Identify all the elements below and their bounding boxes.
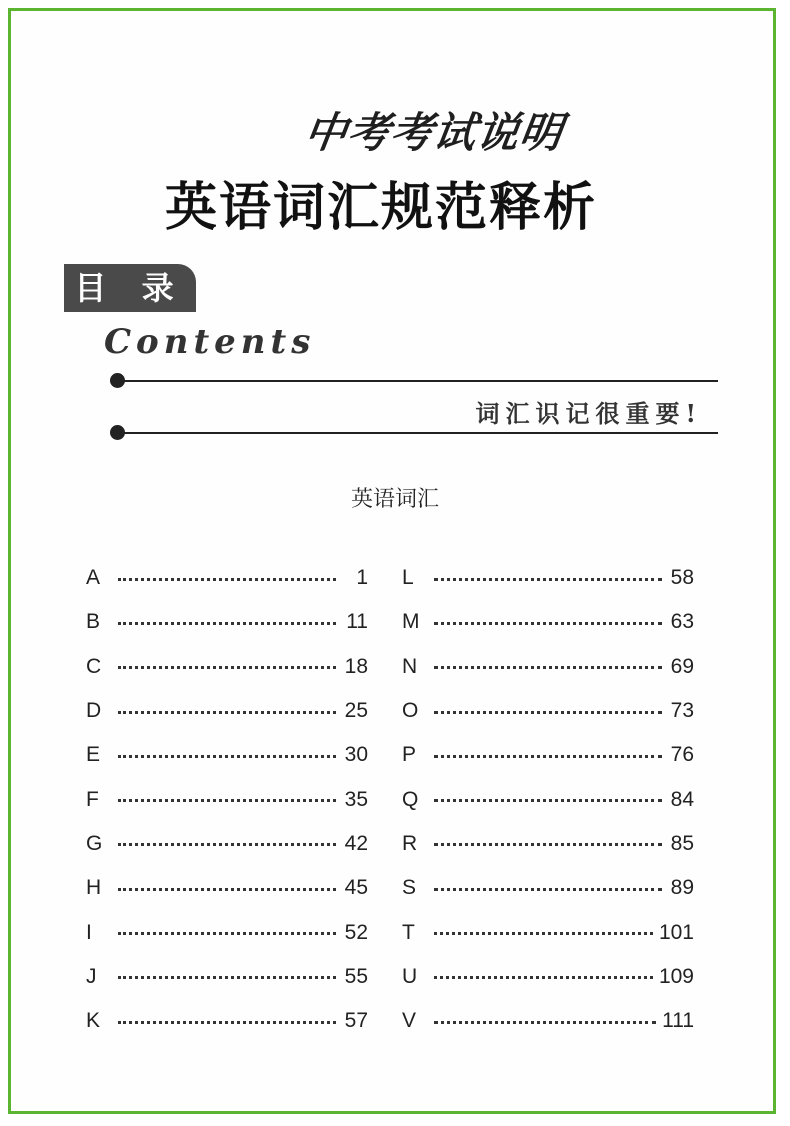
toc-letter: N [402,654,418,678]
toc-page-number: 101 [658,920,694,944]
toc-letter: Q [402,787,419,811]
toc-page-number: 89 [670,876,694,900]
toc-letter: V [402,1009,417,1033]
toc-letter: S [402,876,417,900]
toc-letter: F [86,787,99,811]
toc-letter: K [86,1009,101,1033]
rule-bottom [118,432,718,434]
toc-entry[interactable] [402,733,694,777]
toc-entry[interactable] [402,822,694,866]
toc-page-number: 55 [344,964,368,988]
toc-entry[interactable] [402,955,694,999]
toc-letter: G [86,831,103,855]
toc-page-number: 30 [344,743,368,767]
toc-letter: H [86,876,102,900]
rule-top [118,380,718,382]
toc-letter: I [86,920,92,944]
toc-page-number: 1 [356,566,368,590]
toc-letter: J [86,964,97,988]
toc-column-left [86,556,368,1043]
toc-letter: C [86,654,102,678]
toc-entry[interactable] [86,645,368,689]
toc-letter: U [402,964,418,988]
mulu-tab: 目 录 [64,264,196,312]
toc-page-number: 73 [670,699,694,723]
toc-page-number: 111 [662,1009,694,1033]
toc-page-number: 58 [670,566,694,590]
toc-entry[interactable] [86,822,368,866]
toc-page-number: 11 [346,610,368,634]
toc-letter: D [86,699,102,723]
toc-page-number: 76 [670,743,694,767]
toc-letter: O [402,699,419,723]
toc-leader-dots [434,932,653,935]
toc-entry[interactable] [402,910,694,954]
toc-leader-dots [118,755,336,758]
toc-leader-dots [434,1021,656,1024]
toc-entry[interactable] [402,600,694,644]
toc-entry[interactable] [86,955,368,999]
toc-page-number: 52 [344,920,368,944]
toc-leader-dots [118,932,336,935]
toc-column-right [402,556,694,1043]
toc-leader-dots [118,622,336,625]
toc-entry[interactable] [402,556,694,600]
toc-entry[interactable] [86,689,368,733]
toc-entry[interactable] [86,999,368,1043]
toc-leader-dots [118,1021,336,1024]
toc-page-number: 63 [670,610,694,634]
toc-entry[interactable] [86,600,368,644]
toc-page-number: 57 [344,1009,368,1033]
toc-leader-dots [434,666,662,669]
slogan: 词汇识记很重要! [475,399,702,428]
toc-leader-dots [118,888,336,891]
toc-entry[interactable] [402,777,694,821]
toc-page-number: 35 [344,787,368,811]
toc-entry[interactable] [402,645,694,689]
toc-leader-dots [434,711,662,714]
title-line-1: 中考考试说明 [301,108,567,157]
toc-leader-dots [118,666,336,669]
toc-entry[interactable] [86,910,368,954]
toc-leader-dots [434,755,662,758]
toc-letter: R [402,831,418,855]
toc-entry[interactable] [86,777,368,821]
section-title: 英语词汇 [350,487,439,512]
toc-leader-dots [118,578,336,581]
toc-leader-dots [434,622,662,625]
toc-leader-dots [434,976,653,979]
toc-letter: B [86,610,101,634]
toc-letter: L [402,566,414,590]
toc-page-number: 84 [670,787,694,811]
toc-letter: T [402,920,415,944]
toc-leader-dots [434,843,662,846]
contents-heading: Contents [104,322,316,362]
toc-leader-dots [118,799,336,802]
toc-page-number: 25 [344,699,368,723]
toc-page-number: 85 [670,831,694,855]
toc-entry[interactable] [402,999,694,1043]
toc-page-number: 18 [344,654,368,678]
toc-entry[interactable] [86,556,368,600]
toc-page-number: 109 [658,964,694,988]
toc-page-number: 69 [670,654,694,678]
toc-entry[interactable] [402,689,694,733]
toc-leader-dots [118,711,336,714]
toc-entry[interactable] [86,733,368,777]
title-line-2: 英语词汇规范释析 [165,178,598,238]
toc-leader-dots [434,799,662,802]
toc-leader-dots [434,578,662,581]
toc-letter: P [402,743,417,767]
toc-leader-dots [434,888,662,891]
toc-page-number: 42 [344,831,368,855]
toc-letter: E [86,743,101,767]
toc-letter: A [86,566,101,590]
toc-leader-dots [118,976,336,979]
toc-leader-dots [118,843,336,846]
toc-entry[interactable] [402,866,694,910]
toc-entry[interactable] [86,866,368,910]
toc-page-number: 45 [344,876,368,900]
toc-letter: M [402,610,420,634]
